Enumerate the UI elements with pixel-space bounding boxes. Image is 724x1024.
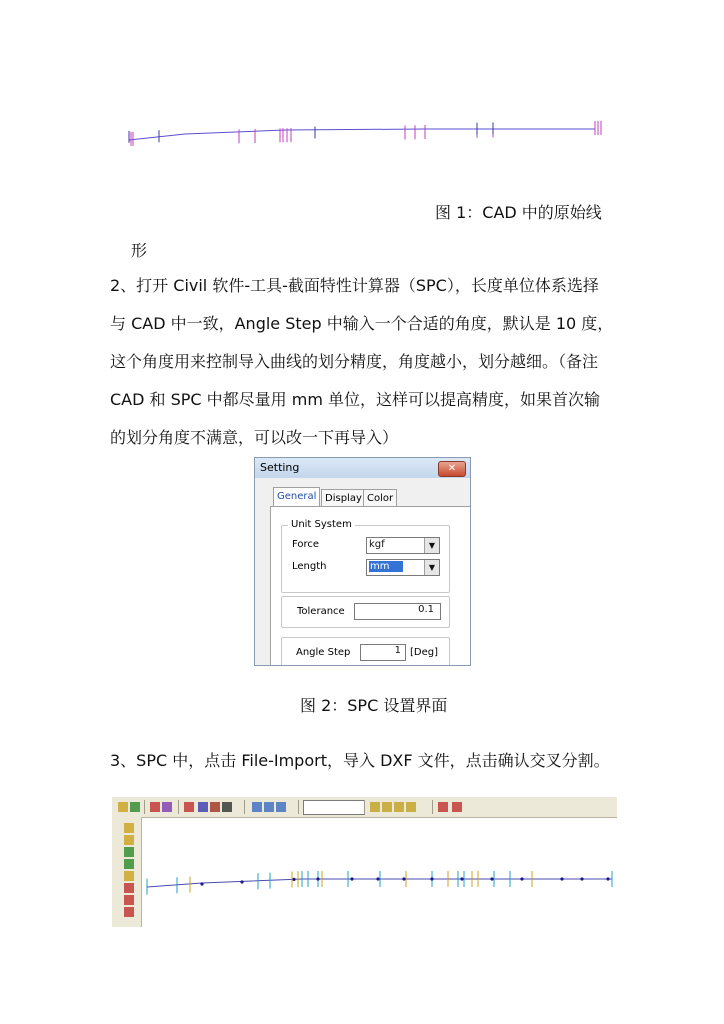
toolbar-tool-icon[interactable] — [184, 802, 194, 812]
toolbar-tool-icon[interactable] — [150, 802, 160, 812]
spc-node-point — [580, 877, 583, 880]
toolbar-tool-icon[interactable] — [394, 802, 404, 812]
toolbar-tool-icon[interactable] — [382, 802, 392, 812]
side-tool-icon[interactable] — [124, 859, 134, 869]
spc-toolbar — [112, 797, 617, 818]
side-tool-icon[interactable] — [124, 895, 134, 905]
tab-color[interactable]: Color — [363, 489, 397, 507]
toolbar-separator — [432, 800, 433, 814]
tolerance-group — [281, 596, 450, 628]
side-tool-icon[interactable] — [124, 847, 134, 857]
toolbar-tool-icon[interactable] — [276, 802, 286, 812]
tolerance-label: Tolerance — [297, 606, 345, 617]
side-tool-icon[interactable] — [124, 823, 134, 833]
angle-step-unit: [Deg] — [410, 647, 439, 658]
spc-node-point — [292, 878, 295, 881]
side-tool-icon[interactable] — [124, 871, 134, 881]
tab-general[interactable]: General — [273, 487, 320, 507]
cad-line-figure — [125, 112, 605, 148]
spc-node-point — [350, 877, 353, 880]
paragraph-line: 与 CAD 中一致，Angle Step 中输入一个合适的角度，默认是 10 度， — [110, 314, 614, 333]
general-tab-panel — [270, 506, 471, 666]
spc-node-point — [402, 877, 405, 880]
side-tool-icon[interactable] — [124, 907, 134, 917]
imported-line-canvas — [142, 817, 617, 927]
side-tool-icon[interactable] — [124, 835, 134, 845]
toolbar-tool-icon[interactable] — [210, 802, 220, 812]
spc-node-point — [316, 877, 319, 880]
paragraph-line: 这个角度用来控制导入曲线的划分精度，角度越小，划分越细。（备注 — [110, 352, 599, 371]
side-tool-icon[interactable] — [124, 883, 134, 893]
force-select-value: kgf — [369, 539, 385, 550]
tab-display[interactable]: Display — [321, 489, 366, 507]
spc-node-point — [376, 877, 379, 880]
figure2-caption: 图 2：SPC 设置界面 — [300, 696, 448, 715]
toolbar-separator — [178, 800, 179, 814]
spc-node-point — [430, 877, 433, 880]
toolbar-tool-icon[interactable] — [406, 802, 416, 812]
toolbar-tool-icon[interactable] — [162, 802, 172, 812]
chevron-down-icon[interactable]: ▼ — [424, 538, 439, 553]
angle-step-value: 1 — [394, 645, 401, 656]
unit-system-group — [281, 519, 450, 593]
force-label: Force — [292, 539, 320, 550]
spc-node-point — [460, 877, 463, 880]
toolbar-tool-icon[interactable] — [452, 802, 462, 812]
spc-side-toolbar — [112, 817, 142, 927]
spc-node-point — [490, 877, 493, 880]
setting-dialog — [254, 457, 471, 666]
toolbar-tool-icon[interactable] — [198, 802, 208, 812]
figure1-caption: 图 1：CAD 中的原始线 — [435, 203, 602, 222]
chevron-down-icon[interactable]: ▼ — [424, 560, 439, 575]
toolbar-tool-icon[interactable] — [222, 802, 232, 812]
length-select[interactable] — [366, 559, 440, 576]
figure1-caption-continued: 形 — [131, 241, 148, 260]
toolbar-dropdown[interactable] — [303, 800, 365, 815]
spc-node-point — [200, 882, 203, 885]
paragraph-line: CAD 和 SPC 中都尽量用 mm 单位，这样可以提高精度，如果首次输 — [110, 390, 601, 409]
toolbar-tool-icon[interactable] — [370, 802, 380, 812]
dialog-titlebar — [255, 458, 470, 478]
close-icon[interactable]: ✕ — [438, 461, 466, 477]
spc-node-point — [560, 877, 563, 880]
dialog-title: Setting — [260, 461, 300, 474]
spc-node-point — [606, 877, 609, 880]
toolbar-separator — [298, 800, 299, 814]
toolbar-tool-icon[interactable] — [130, 802, 140, 812]
paragraph-step-3: 3、SPC 中，点击 File-Import，导入 DXF 文件，点击确认交叉分割。 — [110, 751, 610, 770]
paragraph-line: 2、打开 Civil 软件-工具-截面特性计算器（SPC），长度单位体系选择 — [110, 276, 599, 295]
spc-node-point — [240, 880, 243, 883]
toolbar-tool-icon[interactable] — [264, 802, 274, 812]
force-select[interactable] — [366, 537, 440, 554]
length-label: Length — [292, 561, 327, 572]
spc-import-figure — [112, 797, 617, 927]
tolerance-input[interactable] — [354, 603, 441, 620]
tolerance-value: 0.1 — [418, 604, 434, 615]
angle-step-label: Angle Step — [296, 647, 351, 658]
toolbar-tool-icon[interactable] — [252, 802, 262, 812]
toolbar-tool-icon[interactable] — [438, 802, 448, 812]
angle-step-group — [281, 637, 450, 666]
paragraph-line: 的划分角度不满意，可以改一下再导入） — [110, 428, 399, 447]
toolbar-tool-icon[interactable] — [118, 802, 128, 812]
spc-node-point — [520, 877, 523, 880]
toolbar-separator — [364, 800, 365, 814]
angle-step-input[interactable] — [360, 644, 406, 661]
length-select-value: mm — [369, 561, 403, 572]
unit-system-legend: Unit System — [288, 519, 355, 530]
toolbar-separator — [244, 800, 245, 814]
toolbar-separator — [144, 800, 145, 814]
